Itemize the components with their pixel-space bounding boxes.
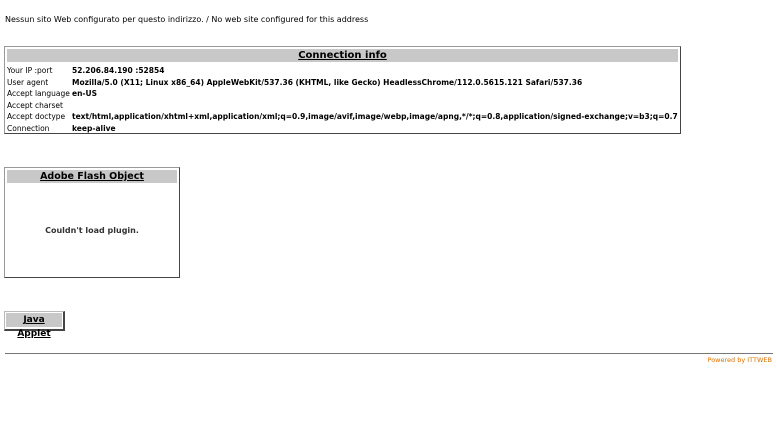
row-value: keep-alive (72, 123, 116, 133)
java-applet-panel[interactable] (4, 311, 65, 339)
table-row (7, 65, 678, 77)
no-site-notice: Nessun sito Web configurato per questo indirizzo. / No web site configured for this address (5, 15, 369, 24)
row-key: Accept language (7, 89, 70, 98)
flash-object-title: Adobe Flash Object (7, 170, 177, 183)
row-value: 52.206.84.190 :52854 (72, 66, 165, 75)
row-value (72, 100, 678, 112)
table-row (7, 111, 678, 123)
row-key: Your IP :port (7, 66, 53, 75)
table-row (7, 88, 678, 100)
plugin-error-message: Couldn't load plugin. (45, 226, 139, 235)
table-row (7, 77, 678, 89)
row-key: Connection (7, 123, 50, 133)
row-key: Accept charset (7, 100, 63, 110)
powered-by-label: Powered by ITTWEB (707, 356, 772, 364)
row-value: en-US (72, 89, 98, 98)
table-row (7, 100, 678, 112)
connection-info-panel (4, 46, 681, 134)
row-value: Mozilla/5.0 (X11; Linux x86_64) AppleWebKit/537.36 (KHTML, like Gecko) HeadlessChrome/112.0.5615.121 Safari/537.36 (72, 77, 583, 87)
table-row (7, 123, 678, 135)
row-key: User agent (7, 77, 49, 87)
java-applet-title: Java Applet (6, 313, 62, 327)
flash-object-panel[interactable] (4, 167, 180, 278)
connection-info-table (7, 65, 678, 134)
footer-divider (5, 353, 773, 354)
row-value: text/html,application/xhtml+xml,application/xml;q=0.9,image/avif,image/webp,image/apng,*/*;q=0.8,application/signed-exchange;v=b3;q=0.7 (72, 112, 678, 121)
connection-info-title: Connection info (7, 49, 678, 62)
row-key: Accept doctype (7, 112, 66, 121)
